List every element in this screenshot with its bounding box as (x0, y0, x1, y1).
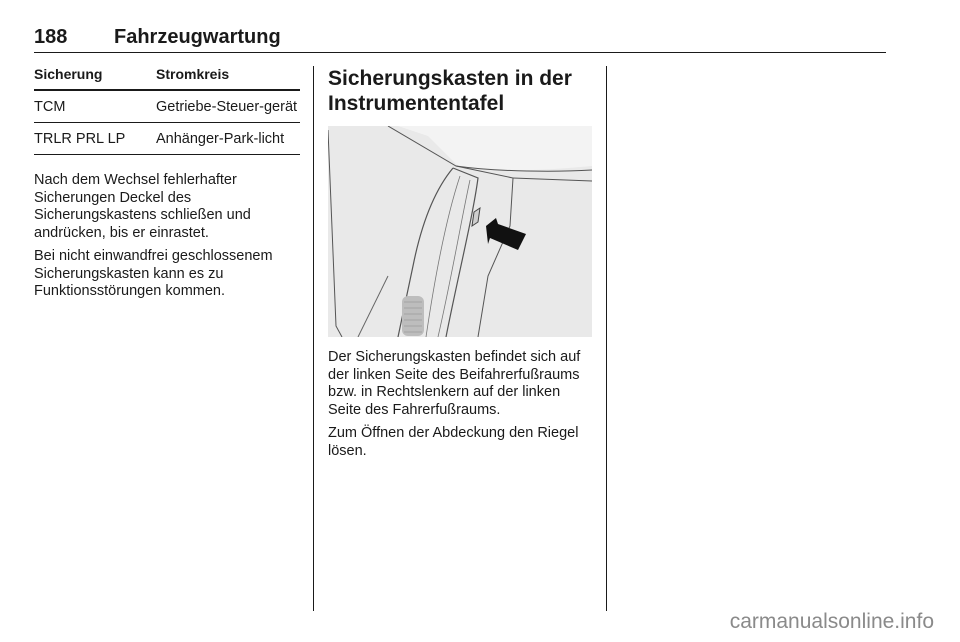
paragraph-malfunction-warning: Bei nicht einwandfrei geschlossenem Sicherungskasten kann es zu Funktionsstörungen kommen. (34, 248, 273, 299)
table-header-row (34, 66, 300, 90)
circuit-cell: Anhänger-Park-licht (156, 123, 300, 155)
middle-column (328, 66, 592, 460)
watermark: carmanualsonline.info (729, 610, 934, 633)
table-row (34, 123, 300, 155)
fuse-cell: TRLR PRL LP (34, 123, 156, 155)
circuit-cell: Getriebe-Steuer-gerät (156, 90, 300, 123)
column-divider (313, 66, 314, 611)
fuse-table (34, 66, 300, 155)
table-row (34, 90, 300, 123)
section-title: Sicherungskasten in der Instrumententafel (328, 67, 572, 115)
column-header-circuit: Stromkreis (156, 66, 300, 90)
left-column (34, 66, 300, 301)
fuse-box-drawing (328, 126, 592, 337)
page-header (34, 26, 886, 53)
chapter-title: Fahrzeugwartung (114, 26, 281, 48)
fuse-box-illustration (328, 126, 592, 337)
paragraph-open-cover: Zum Öffnen der Abdeckung den Riegel lösen. (328, 425, 579, 459)
paragraph-fuse-replacement: Nach dem Wechsel fehlerhafter Sicherungen Deckel des Sicherungskastens schließen und andrücken, bis er einrastet. (34, 172, 251, 241)
column-header-fuse: Sicherung (34, 66, 156, 90)
page-number: 188 (34, 26, 68, 48)
fuse-cell: TCM (34, 90, 156, 123)
paragraph-location: Der Sicherungskasten befindet sich auf der linken Seite des Beifahrerfußraums bzw. in Rechtslenkern auf der linken Seite des Fahrerfußraums. (328, 349, 581, 418)
column-divider (606, 66, 607, 611)
